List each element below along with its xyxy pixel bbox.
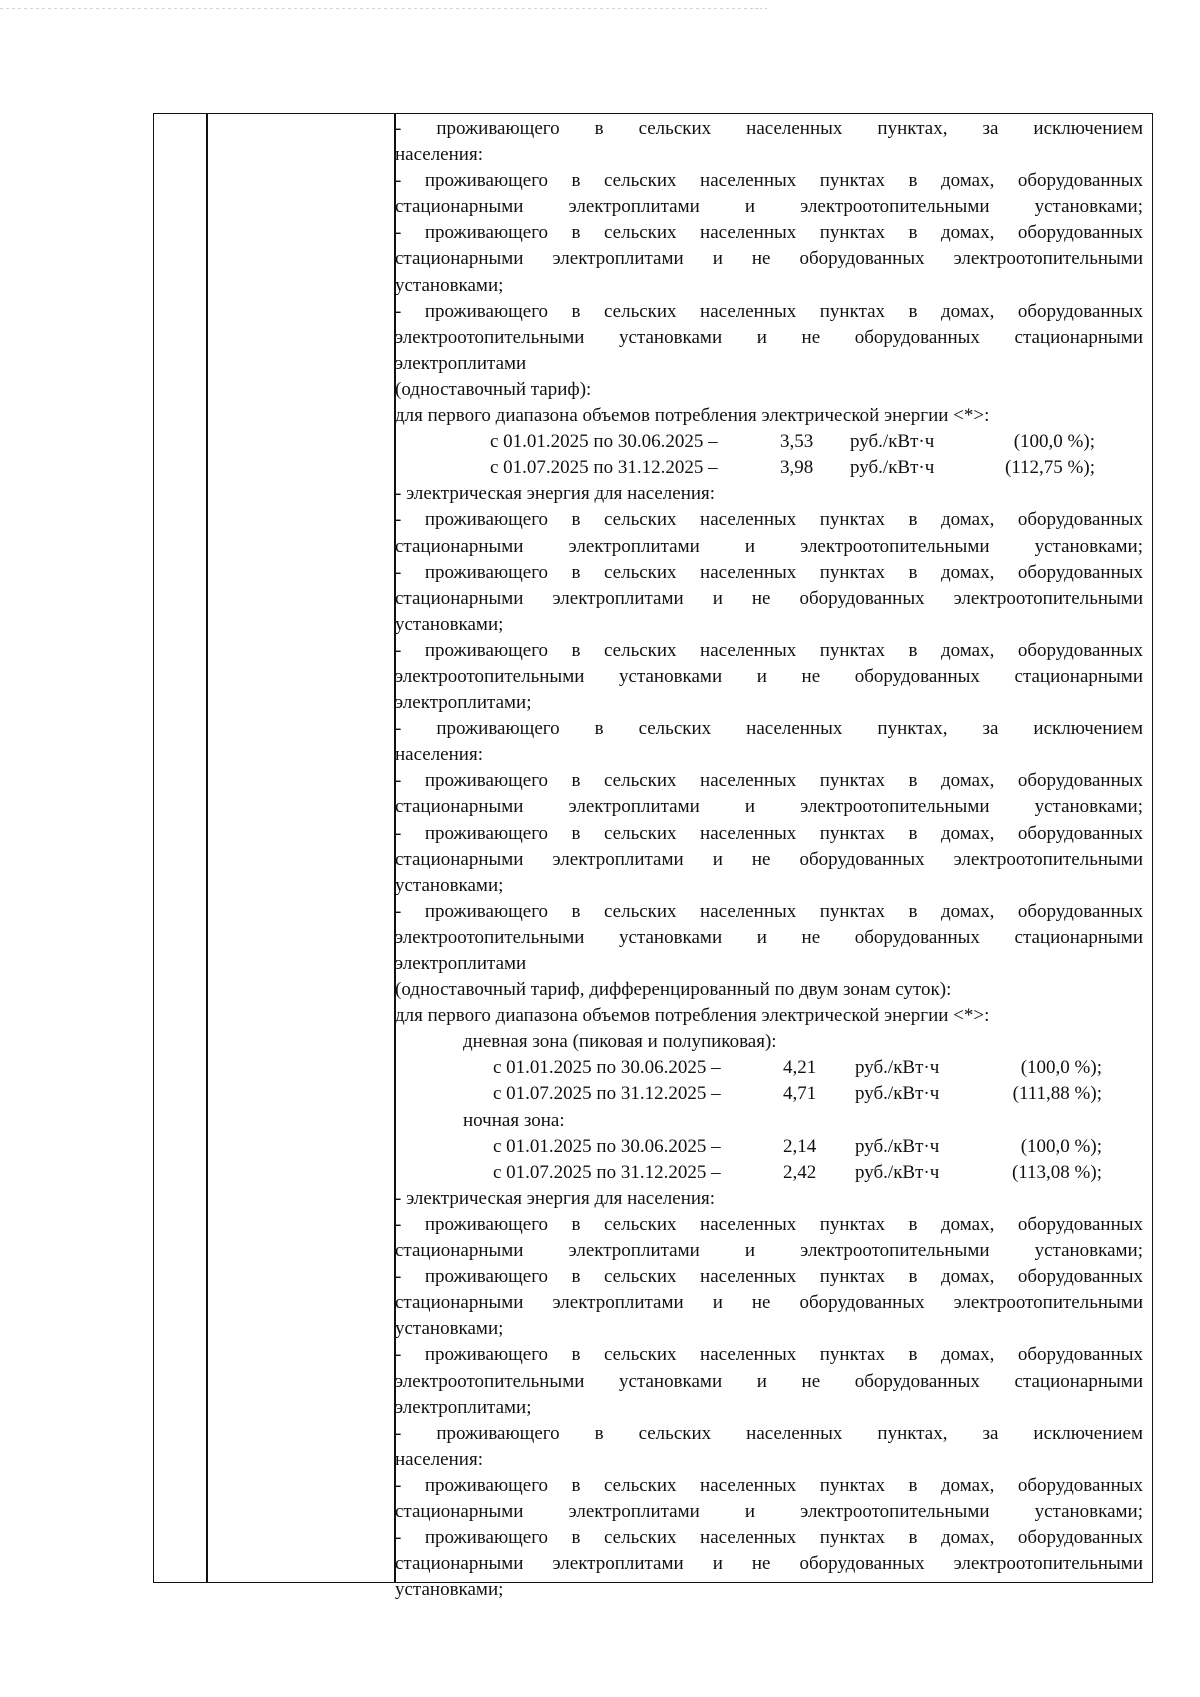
text-line: электроотопительными установками и не оборудованных стационарными <box>395 665 1143 687</box>
tariff-percent: (100,0 %); <box>1013 431 1095 453</box>
table-column-divider <box>206 114 208 1582</box>
text-line: электроотопительными установками и не оборудованных стационарными <box>395 1370 1143 1392</box>
tariff-value: 4,21 <box>783 1057 817 1079</box>
tariff-period: с 01.07.2025 по 31.12.2025 – <box>493 1083 721 1105</box>
text-line: - проживающего в сельских населенных пунктах в домах, оборудованных <box>395 1344 1143 1366</box>
text-line: - электрическая энергия для населения: <box>395 483 716 505</box>
tariff-period: с 01.07.2025 по 31.12.2025 – <box>493 1161 721 1183</box>
text-line: стационарными электроплитами и электроотопительными установками; <box>395 535 1143 557</box>
tariff-unit: руб./кВт·ч <box>855 1083 940 1105</box>
tariff-value: 2,14 <box>783 1135 817 1157</box>
tariff-zone-label: дневная зона (пиковая и полупиковая): <box>463 1031 777 1053</box>
text-line: установками; <box>395 274 504 296</box>
text-line: - проживающего в сельских населенных пунктах в домах, оборудованных <box>395 1213 1143 1235</box>
scan-artifact-line <box>0 8 760 9</box>
tariff-value: 3,53 <box>780 431 814 453</box>
text-line: - проживающего в сельских населенных пунктах в домах, оборудованных <box>395 1266 1143 1288</box>
text-line: - проживающего в сельских населенных пунктах в домах, оборудованных <box>395 509 1143 531</box>
text-line: установками; <box>395 1318 504 1340</box>
text-line: - проживающего в сельских населенных пунктах, за исключением <box>395 118 1143 139</box>
text-line: электроплитами; <box>395 692 532 714</box>
text-line: электроплитами <box>395 953 527 974</box>
tariff-value: 2,42 <box>783 1161 817 1183</box>
text-line: стационарными электроплитами и не оборудованных электроотопительными <box>395 1553 1143 1575</box>
text-line: населения: <box>395 144 483 166</box>
text-line: (одноставочный тариф, дифференцированный по двум зонам суток): <box>395 979 952 1001</box>
tariff-period: с 01.01.2025 по 30.06.2025 – <box>490 431 718 453</box>
text-line: - проживающего в сельских населенных пунктах, за исключением <box>395 718 1143 740</box>
tariff-percent: (113,08 %); <box>1011 1161 1102 1183</box>
text-line: населения: <box>395 744 483 766</box>
text-line: - проживающего в сельских населенных пунктах в домах, оборудованных <box>395 1474 1143 1496</box>
text-line: - проживающего в сельских населенных пунктах в домах, оборудованных <box>395 639 1143 661</box>
tariff-rate-row <box>395 455 1143 481</box>
text-line: стационарными электроплитами и электроотопительными установками; <box>395 796 1143 818</box>
tariff-value: 3,98 <box>780 457 814 479</box>
tariff-period: с 01.01.2025 по 30.06.2025 – <box>493 1135 721 1157</box>
tariff-percent: (112,75 %); <box>1004 457 1095 479</box>
tariff-unit: руб./кВт·ч <box>855 1135 940 1157</box>
text-line: населения: <box>395 1448 483 1470</box>
text-line: электроотопительными установками и не оборудованных стационарными <box>395 326 1143 348</box>
text-line: электроплитами; <box>395 1396 532 1418</box>
tariff-value: 4,71 <box>783 1083 817 1105</box>
tariff-text-cell <box>395 116 1143 1603</box>
text-line: - проживающего в сельских населенных пунктах в домах, оборудованных <box>395 170 1143 192</box>
text-line: установками; <box>395 1579 504 1601</box>
text-line: - проживающего в сельских населенных пунктах в домах, оборудованных <box>395 222 1143 244</box>
tariff-percent: (100,0 %); <box>1020 1057 1102 1079</box>
text-line: - проживающего в сельских населенных пунктах в домах, оборудованных <box>395 300 1143 322</box>
tariff-percent: (111,88 %); <box>1012 1083 1102 1105</box>
tariff-unit: руб./кВт·ч <box>855 1057 940 1079</box>
text-line: стационарными электроплитами и электроотопительными установками; <box>395 196 1143 218</box>
tariff-rate-row <box>395 1055 1143 1081</box>
tariff-unit: руб./кВт·ч <box>855 1161 940 1183</box>
text-line: стационарными электроплитами и не оборудованных электроотопительными <box>395 1292 1143 1314</box>
tariff-rate-row <box>395 429 1143 455</box>
text-line: электроплитами <box>395 352 527 374</box>
text-line: стационарными электроплитами и электроотопительными установками; <box>395 1500 1143 1522</box>
text-line: (одноставочный тариф): <box>395 378 592 400</box>
text-line: стационарными электроплитами и не оборудованных электроотопительными <box>395 248 1143 270</box>
text-line: - проживающего в сельских населенных пунктах в домах, оборудованных <box>395 900 1143 922</box>
text-line: установками; <box>395 613 504 635</box>
scan-artifact-line <box>745 8 770 9</box>
text-line: стационарными электроплитами и не оборудованных электроотопительными <box>395 587 1143 609</box>
tariff-rate-row <box>395 1160 1143 1186</box>
text-line: - проживающего в сельских населенных пунктах в домах, оборудованных <box>395 561 1143 583</box>
tariff-unit: руб./кВт·ч <box>850 431 935 453</box>
text-line: стационарными электроплитами и электроотопительными установками; <box>395 1240 1143 1262</box>
tariff-rate-row <box>395 1134 1143 1160</box>
tariff-period: с 01.01.2025 по 30.06.2025 – <box>493 1057 721 1079</box>
tariff-rate-row <box>395 1081 1143 1107</box>
text-line: - проживающего в сельских населенных пунктах в домах, оборудованных <box>395 822 1143 844</box>
tariff-percent: (100,0 %); <box>1020 1135 1102 1157</box>
text-line: - электрическая энергия для населения: <box>395 1187 716 1209</box>
text-line: установками; <box>395 874 504 896</box>
text-line: - проживающего в сельских населенных пунктах, за исключением <box>395 1422 1143 1444</box>
tariff-unit: руб./кВт·ч <box>850 457 935 479</box>
text-line: - проживающего в сельских населенных пунктах в домах, оборудованных <box>395 770 1143 792</box>
text-line: для первого диапазона объемов потребления электрической энергии <*>: <box>395 405 990 427</box>
tariff-zone-label: ночная зона: <box>463 1109 565 1131</box>
tariff-period: с 01.07.2025 по 31.12.2025 – <box>490 457 718 479</box>
text-line: стационарными электроплитами и не оборудованных электроотопительными <box>395 848 1143 870</box>
text-line: электроотопительными установками и не оборудованных стационарными <box>395 926 1143 948</box>
text-line: - проживающего в сельских населенных пунктах в домах, оборудованных <box>395 1527 1143 1549</box>
text-line: для первого диапазона объемов потребления электрической энергии <*>: <box>395 1005 990 1027</box>
